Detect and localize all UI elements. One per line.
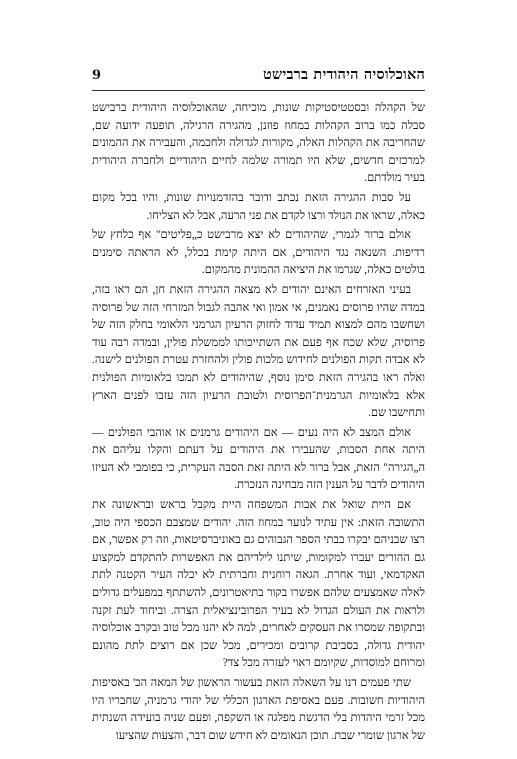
page-number: 9 [92,67,102,83]
page-header [92,62,425,88]
page-body [92,100,425,747]
paragraph: אולם ברור לגמרי, שהיהודים לא יצא מרבישט כ„פליטים" אף כלחץ של רדיפות. השנאה נגד היהודים, אם היתה קימת בכלל, לא הראתה סימנים בולטים כאלה, שגרמו את היציאה ההמונית מהמקום. [92,229,425,277]
paragraph: על סבות ההגירה הזאת נכתב ודובר בהזדמנויות שונות, והיו בכל מקום כאלה, שראו את הנולד ורצו לקדם את פני הרעה, אבל לא הצליחו. [92,191,425,222]
paragraph: אולם המצב לא היה נעים — אם היהודים גרמנים או אוהבי הפולנים — היתה אחת הסבות, שהעבירו את היהודים על דעתם והקלו עליהם את ה„הגירה" הזאת, אבל ברור לא היתה זאת הסבה העקרית, כי בפומבי לא העיזו היהודים לדבר על הענין הזה מבחינה הנזכרת. [92,426,425,492]
paragraph: בעיני האזרחים האינם יהודים לא מצאה ההגירה הזאת חן, הם ראו בזה, במדה שהיו פרוסים נאמנים, אי אמון ואי אהבה לגבול המזרחי הזה של פרוסיה ושחשבו מהם למצוא תמיד עדוד לחזוק הרעיון הגרמני הלאומי בחלק הזה של פרוסיה, שלא שכח אף פעם את השתייכותו לממשלת פולין, ובמדה רבה עוד לא אבדה תקות הפולנים לחידוש מלכות פולין ולהחזרת עטרת הפולנים לישנה. ואלה ראו בהגירה הזאת סימן נוסף, שהיהודים לא תמכו בלאומיות הפולנית אלא בלאומיות הגרמנית־הפרוסית ולטובת הרעיון הזה עזבו לפנים הארץ ותחישבו שם. [92,283,425,420]
running-title: האוכלוסיה היהודית ברבישט [263,66,425,83]
paragraph: אם היית שואל את אבות המשפחה היית מקבל בראש ובראשונה את התשובה הזאת: אין עתיד לנוער במחוז הזה. יהודים שמצבם הכספי היה טוב, רצו שבניהם יבקרו בבתי הספר הגבוהים גם באוניברסיטאות, וזה רק אפשר, אם גם ההורים יעברו למקומות, שיתנו לילדיהם את האפשרות להתקדם למקצוע האקדמאי, ועוד אחרת. הגאה רוחנית וחברתית לא יכלה העיר הקטנה לתת לאלה שאמצעים שלהם אפשרו בקור בתיאטרונים, להשתתף במפעלים גדולים ולראות את העולם הגדול לא בעיר הפרובינציאלית הצרה. וביחוד לעת זקנה ובתקופה שמסרו את העסקים לאחרים, למה לא יהנו מכל טוב ובקרב אוכלוסיה יהודית גדולה, בסביבת קרובים ומכירים, מכל שכן אם רוצים לתת מהונם ומרוחם למוסדות, שקיומם ראוי לעזרה מכל צד? [92,499,425,670]
paragraph: של הקהלה ובסטטיסטיקות שונות, מוכיחה, שהאוכלוסיה היהודית ברבישט סבלה כמו ברוב הקהלות במחוז פוזנן, מהגירה הרגילה, תופעה ידועה שם, שהחריבה את הקהלות האלה, מקורות לגדולה ולחכמה, והעבירה את ההמונים למרכזים חדשים, שלא היו תמורה שלמה לחיים היהודיים ולחברה היהודית בעיר מולדתם. [92,102,425,185]
header-rule [92,90,425,91]
paragraph: שתי פעמים דנו על השאלה הזאת בעשור הראשון של המאה הכ' באסיפות היהודיות חשובות. פעם באסיפת הארגון הכללי של יהודי גרמניה, שחבריו היו מכל זרמי היהדות בלי הדגשת מפלגה או השקפה, ופעם שניה בועידה השנתית של ארגון שומרי שבת. תוכן הנאומים לא חידש שום דבר, והצעות שהציעו [92,677,425,742]
